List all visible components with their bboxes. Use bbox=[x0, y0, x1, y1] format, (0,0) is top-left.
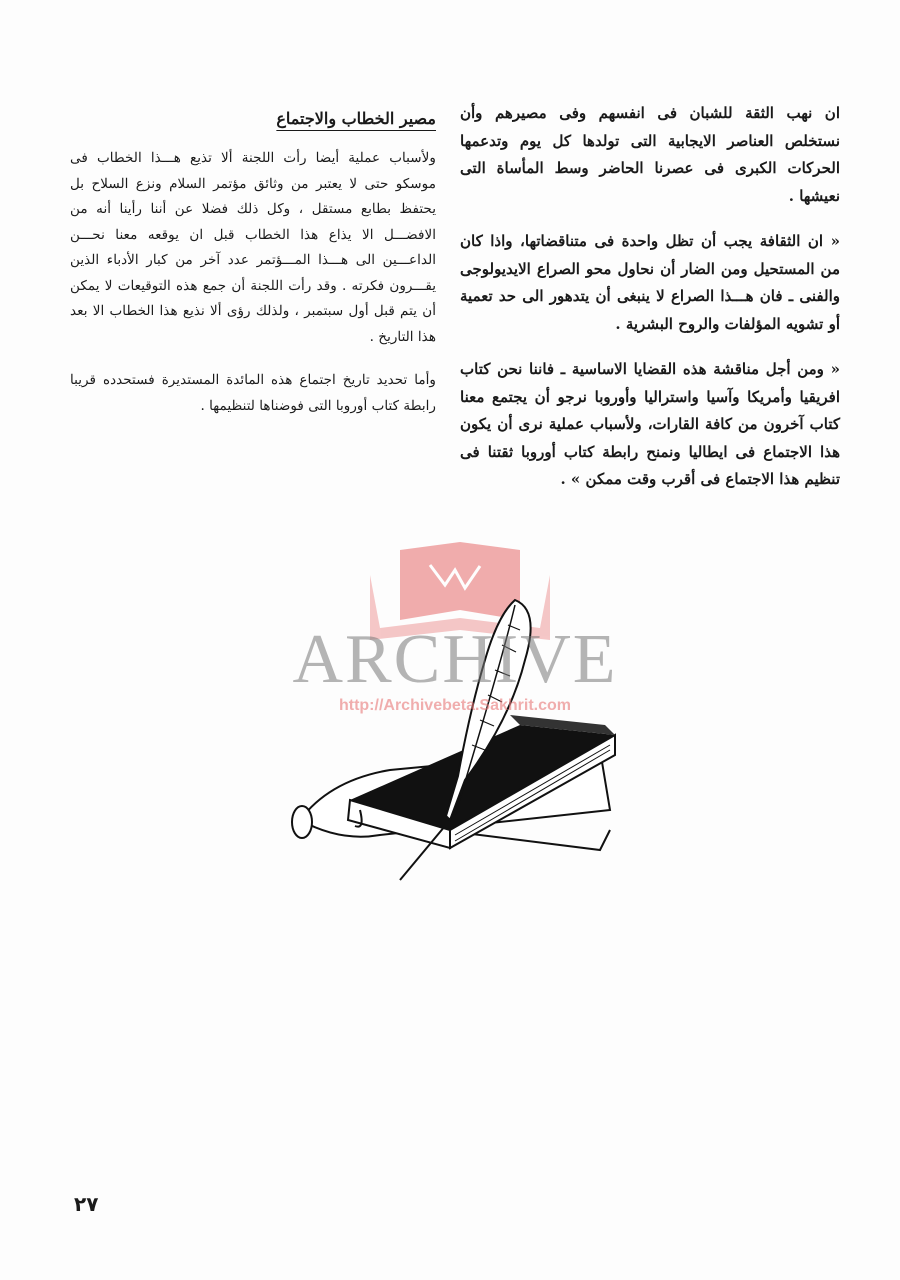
watermark-url: http://Archivebeta.Sakhrit.com bbox=[338, 697, 572, 714]
page-number: ٢٧ bbox=[74, 1192, 99, 1216]
left-paragraph-2: وأما تحديد تاريخ اجتماع هذه المائدة المستديرة فستحدده قريبا رابطة كتاب أوروبا التى فوضناها لتنظيمها . bbox=[70, 372, 436, 414]
section-heading: مصير الخطاب والاجتماع bbox=[276, 109, 436, 128]
right-paragraph-3: « ومن أجل مناقشة هذه القضايا الاساسية ـ فاننا نحن كتاب افريقيا وأمريكا وآسيا واستراليا وأوروبا نرجو أن يجتمع معنا كتاب آخرون من كافة القارات، ولأسباب عملية نرى أن يكون هذا الاجتماع فى ايطاليا ونمنح رابطة كتاب أوروبا ثقتنا فى تنظيم هذا الاجتماع فى أقرب وقت ممكن » . bbox=[460, 360, 840, 488]
right-column bbox=[460, 100, 840, 512]
watermark-title: ARCHIVE bbox=[292, 621, 618, 698]
right-paragraph-1: ان نهب الثقة للشبان فى انفسهم وفى مصيرهم وأن نستخلص العناصر الايجابية التى تولدها كل يوم وتدعمها الحركات الكبرى فى عصرنا الحاضر وسط المأساة التى نعيشها . bbox=[460, 104, 840, 205]
left-column bbox=[70, 106, 436, 437]
left-paragraph-1: ولأسباب عملية أيضا رأت اللجنة ألا تذيع هـــذا الخطاب فى موسكو حتى لا يعتبر من وثائق مؤتمر السلام ونزع السلاح بل يحتفظ بطابع مستقل ، وكل ذلك فضلا عن أننا رأينا أنه من الافضـــل الا يذاع هذا الخطاب قبل ان يوقعه معنا نحـــن الداعـــين الى هـــذا المـــؤتمر عدد آخر من كبار الأدباء الذين يقـــرون فكرته . وقد رأت اللجنة أن جمع هذه التوقيعات لا يمكن أن يتم قبل أول سبتمبر ، ولذلك رؤى ألا نذيع هذا الخطاب الا بعد هذا التاريخ . bbox=[70, 150, 436, 345]
right-paragraph-2: « ان الثقافة يجب أن تظل واحدة فى متناقضاتها، واذا كان من المستحيل ومن الضار أن نحاول محو الصراع الايديولوجى والفنى ـ فان هـــذا الصراع لا ينبغى أن يتدهور الى حد تعمية أو تشويه المؤلفات والروح البشرية . bbox=[460, 232, 840, 333]
